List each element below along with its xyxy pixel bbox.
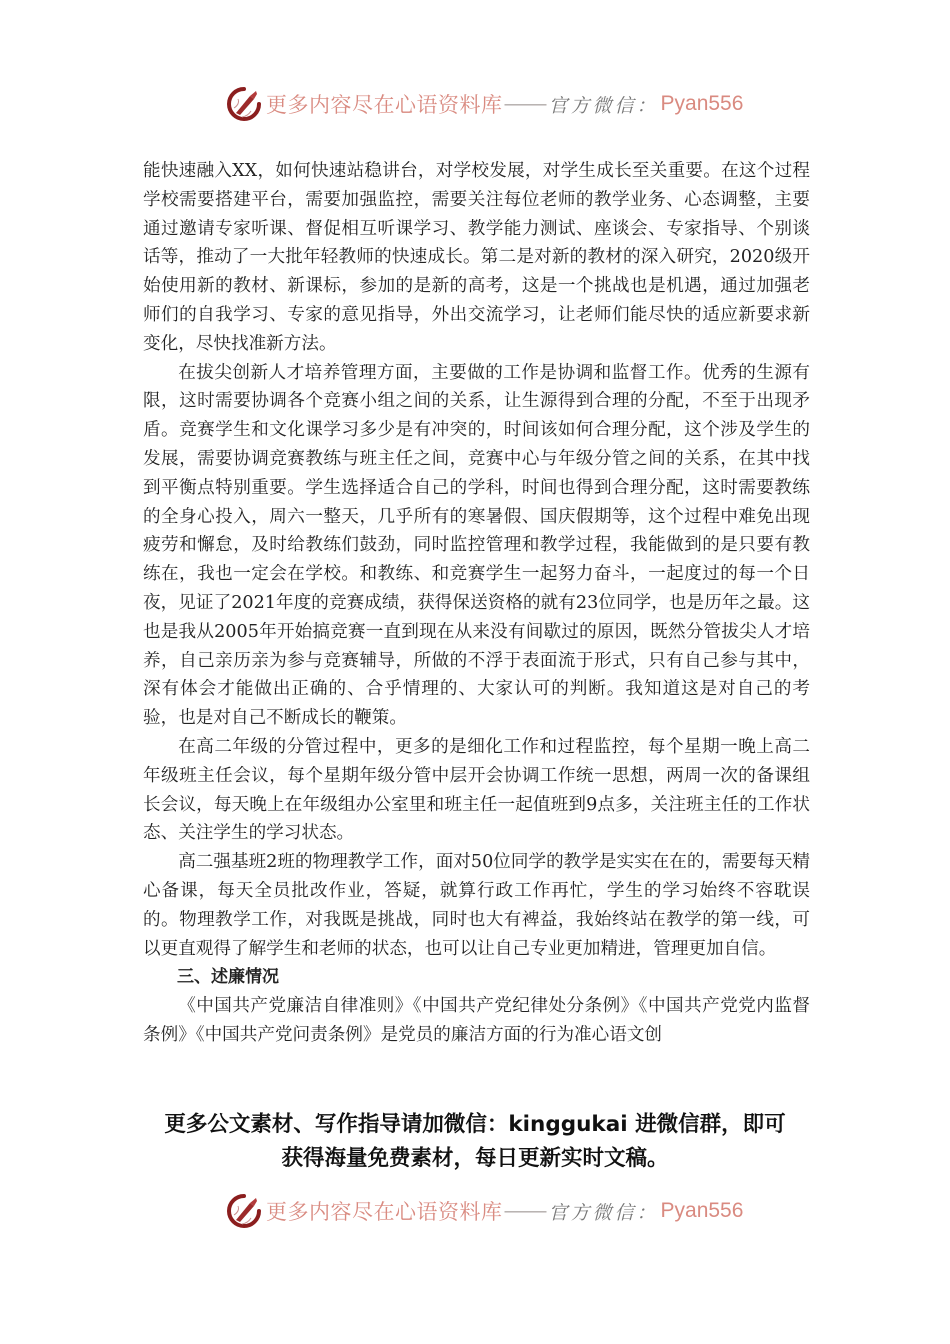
promo-line-1: 更多公文素材、写作指导请加微信：kinggukai 进微信群，即可 xyxy=(164,1112,786,1137)
promo-notice xyxy=(140,1108,810,1176)
document-body xyxy=(143,157,810,1050)
paragraph: 《中国共产党廉洁自律准则》《中国共产党纪律处分条例》《中国共产党党内监督条例》《中国共产党问责条例》是党员的廉洁方面的行为准心语文创 xyxy=(143,996,810,1045)
wechat-id: Pyan556 xyxy=(660,1199,744,1222)
wechat-id: Pyan556 xyxy=(660,92,744,115)
paragraph: 高二强基班2班的物理教学工作，面对50位同学的教学是实实在在的，需要每天精心备课，每天全员批改作业，答疑，就算行政工作再忙，学生的学习始终不容耽误的。物理教学工作，对我既是挑战，同时也大有裨益，我始终站在教学的第一线，可以更直观得了解学生和老师的状态，也可以让自己专业更加精进，管理更加自信。 xyxy=(143,852,810,959)
site-slogan: 更多内容尽在心语资料库 xyxy=(266,93,503,117)
quill-pen-circle-icon xyxy=(226,86,262,122)
section-heading: 三、述廉情况 xyxy=(177,967,279,988)
footer-banner xyxy=(226,1191,744,1231)
site-slogan: 更多内容尽在心语资料库 xyxy=(266,1200,503,1224)
promo-line-2: 获得海量免费素材，每日更新实时文稿。 xyxy=(281,1146,669,1171)
quill-pen-circle-icon xyxy=(226,1193,262,1229)
wechat-label: 官方微信： xyxy=(548,94,659,117)
separator-dash: —— xyxy=(504,1199,547,1222)
paragraph: 在拔尖创新人才培养管理方面，主要做的工作是协调和监督工作。优秀的生源有限，这时需要协调各个竞赛小组之间的关系，让生源得到合理的分配，不至于出现矛盾。竞赛学生和文化课学习多少是有冲突的，时间该如何合理分配，这个涉及学生的发展，需要协调竞赛教练与班主任之间，竞赛中心与年级分管之间的关系，在其中找到平衡点特别重要。学生选择适合自己的学科，时间也得到合理分配，这时需要教练的全身心投入，周六一整天，几乎所有的寒暑假、国庆假期等，这个过程中难免出现疲劳和懈怠，及时给教练们鼓劲，同时监控管理和教学过程，我能做到的是只要有教练在，我也一定会在学校。和教练、和竞赛学生一起努力奋斗，一起度过的每一个日夜，见证了2021年度的竞赛成绩，获得保送资格的就有23位同学，也是历年之最。这也是我从2005年开始搞竞赛一直到现在从来没有间歇过的原因，既然分管拔尖人才培养，自己亲历亲为参与竞赛辅导，所做的不浮于表面流于形式，只有自己参与其中，深有体会才能做出正确的、合乎情理的、大家认可的判断。我知道这是对自己的考验，也是对自己不断成长的鞭策。 xyxy=(143,362,810,729)
header-banner xyxy=(226,84,744,124)
paragraph: 在高二年级的分管过程中，更多的是细化工作和过程监控，每个星期一晚上高二年级班主任会议，每个星期年级分管中层开会协调工作统一思想，两周一次的备课组长会议，每天晚上在年级组办公室里和班主任一起值班到9点多，关注班主任的工作状态、关注学生的学习状态。 xyxy=(143,736,810,844)
separator-dash: —— xyxy=(504,92,547,115)
wechat-label: 官方微信： xyxy=(548,1201,659,1224)
paragraph: 能快速融入XX，如何快速站稳讲台，对学校发展，对学生成长至关重要。在这个过程学校需要搭建平台，需要加强监控，需要关注每位老师的教学业务、心态调整，主要通过邀请专家听课、督促相互听课学习、教学能力测试、座谈会、专家指导、个别谈话等，推动了一大批年轻教师的快速成长。第二是对新的教材的深入研究，2020级开始使用新的教材、新课标，参加的是新的高考，这是一个挑战也是机遇，通过加强老师们的自我学习、专家的意见指导，外出交流学习，让老师们能尽快的适应新要求新变化，尽快找准新方法。 xyxy=(143,161,810,354)
